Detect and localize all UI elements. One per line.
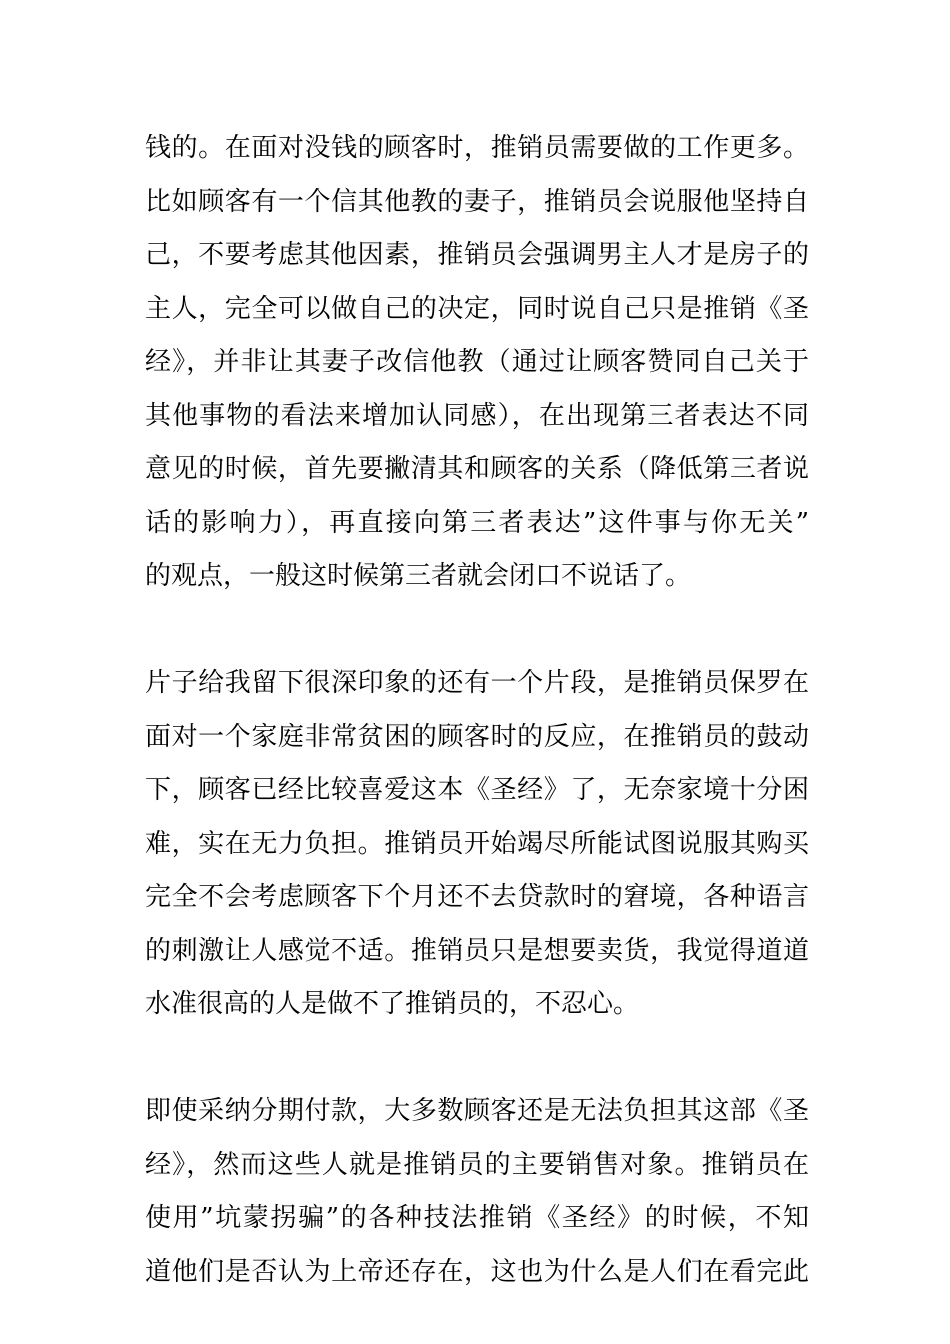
paragraph-gap [145, 1032, 809, 1086]
text-line: 的观点，一般这时候第三者就会闭口不说话了。 [145, 561, 692, 591]
text-line: 使用”坑蒙拐骗”的各种技法推销《圣经》的时候，不知 [145, 1203, 809, 1233]
text-line: 己，不要考虑其他因素，推销员会强调男主人才是房子的 [145, 240, 809, 270]
text-line: 道他们是否认为上帝还存在，这也为什么是人们在看完此 [145, 1256, 809, 1287]
text-line: 比如顾客有一个信其他教的妻子，推销员会说服他坚持自 [145, 186, 809, 217]
text-line: 片子给我留下很深印象的还有一个片段，是推销员保罗在 [145, 668, 809, 698]
text-line: 主人，完全可以做自己的决定，同时说自己只是推销《圣 [145, 293, 809, 324]
paragraph-2 [145, 657, 809, 1032]
document-body [145, 122, 809, 1299]
text-line: 钱的。在面对没钱的顾客时，推销员需要做的工作更多。 [145, 133, 809, 163]
text-line: 水准很高的人是做不了推销员的，不忍心。 [145, 989, 640, 1019]
text-line: 完全不会考虑顾客下个月还不去贷款时的窘境，各种语言 [145, 882, 809, 912]
paragraph-gap [145, 604, 809, 658]
text-line: 的刺激让人感觉不适。推销员只是想要卖货，我觉得道道 [145, 935, 809, 966]
text-line: 下，顾客已经比较喜爱这本《圣经》了，无奈家境十分困 [145, 775, 809, 805]
text-line: 经》，并非让其妻子改信他教（通过让顾客赞同自己关于 [145, 347, 809, 377]
text-line: 经》，然而这些人就是推销员的主要销售对象。推销员在 [145, 1149, 809, 1180]
text-line: 意见的时候，首先要撇清其和顾客的关系（降低第三者说 [145, 454, 809, 484]
paragraph-3 [145, 1085, 809, 1299]
text-line: 其他事物的看法来增加认同感），在出现第三者表达不同 [145, 400, 809, 431]
text-line: 面对一个家庭非常贫困的顾客时的反应，在推销员的鼓动 [145, 721, 809, 752]
text-line: 难，实在无力负担。推销员开始竭尽所能试图说服其购买 [145, 828, 809, 859]
text-line: 即使采纳分期付款，大多数顾客还是无法负担其这部《圣 [145, 1096, 809, 1126]
text-line: 话的影响力），再直接向第三者表达”这件事与你无关” [145, 507, 809, 538]
paragraph-1 [145, 122, 809, 604]
